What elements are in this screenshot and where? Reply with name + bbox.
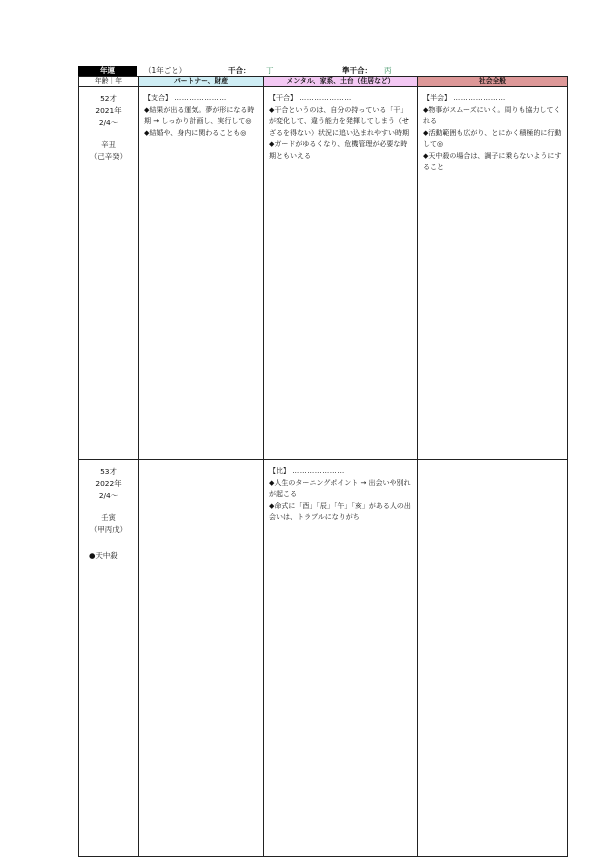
entry-item: ◆物事がスムーズにいく。周りも協力してくれる	[423, 105, 561, 125]
age-cell	[79, 87, 139, 460]
column-header-row	[79, 77, 568, 87]
year: 2021年	[95, 106, 122, 115]
heading-dots: …………………	[292, 467, 345, 475]
entry-item: ◆干合というのは、自分の持っている「干」が変化して、違う能力を発揮してしまう（せざるを得ない）状況に追い込まれやすい時期	[269, 105, 409, 137]
entry-item: ◆活動範囲も広がり、とにかく積極的に行動して◎	[423, 128, 562, 148]
ganzhi: 壬寅	[101, 513, 116, 522]
annual-fortune-sheet	[78, 66, 567, 857]
kango-label: 干合：	[228, 66, 251, 75]
tenchusatsu-badge: ●天中殺	[89, 551, 118, 560]
heading-label: 【支合】	[144, 94, 172, 102]
entry-item: ◆人生のターニングポイント → 出会いや別れが起こる	[269, 478, 411, 498]
entry-item: ◆天中殺の場合は、調子に乗らないようにすること	[423, 151, 562, 171]
social-cell	[418, 87, 568, 460]
kango-value: 丁	[266, 66, 274, 75]
fortune-table	[78, 76, 568, 857]
heading-label: 【半会】	[423, 94, 451, 102]
entry-heading	[269, 466, 414, 478]
mental-cell	[264, 460, 418, 857]
column-header-partner: パートナー、財産	[139, 77, 264, 87]
entry-heading	[269, 93, 414, 105]
mental-cell	[264, 87, 418, 460]
partner-cell	[139, 460, 264, 857]
heading-label: 【比】	[269, 467, 290, 475]
jun-kango-label: 準干合：	[342, 66, 372, 75]
age: 52才	[100, 94, 117, 103]
column-header-mental: メンタル、家系、土台（住居など）	[264, 77, 418, 87]
header-row	[78, 66, 567, 76]
age-cell	[79, 460, 139, 857]
period-note: （1年ごと）	[144, 66, 187, 75]
heading-dots: …………………	[453, 94, 506, 102]
jun-kango-value: 丙	[384, 66, 392, 75]
entry-heading	[423, 93, 564, 105]
column-header-age: 年齢｜年	[79, 77, 139, 87]
heading-label: 【干合】	[269, 94, 297, 102]
sheet-title: 年運	[78, 66, 137, 76]
hidden-stems: （甲丙戊）	[90, 525, 127, 534]
ganzhi: 辛丑	[101, 140, 116, 149]
entry-item: ◆命式に「酉」「辰」「午」「亥」がある人の出会いは、トラブルになりがち	[269, 501, 411, 521]
column-header-social: 社会全般	[418, 77, 568, 87]
heading-dots: …………………	[174, 94, 227, 102]
social-cell	[418, 460, 568, 857]
age: 53才	[100, 467, 117, 476]
entry-item: ◆結婚や、身内に関わることも◎	[144, 128, 247, 137]
table-row	[79, 87, 568, 460]
entry-item: ◆ガードがゆるくなり、危機管理が必要な時期ともいえる	[269, 140, 408, 160]
entry-item: ◆結果が出る運気。夢が形になる時期 → しっかり計画し、実行して◎	[144, 105, 255, 125]
start-date: 2/4～	[98, 118, 119, 127]
start-date: 2/4～	[98, 491, 119, 500]
heading-dots: …………………	[299, 94, 352, 102]
partner-cell	[139, 87, 264, 460]
table-row	[79, 460, 568, 857]
entry-heading	[144, 93, 260, 105]
hidden-stems: （己辛癸）	[90, 152, 127, 161]
year: 2022年	[95, 479, 122, 488]
